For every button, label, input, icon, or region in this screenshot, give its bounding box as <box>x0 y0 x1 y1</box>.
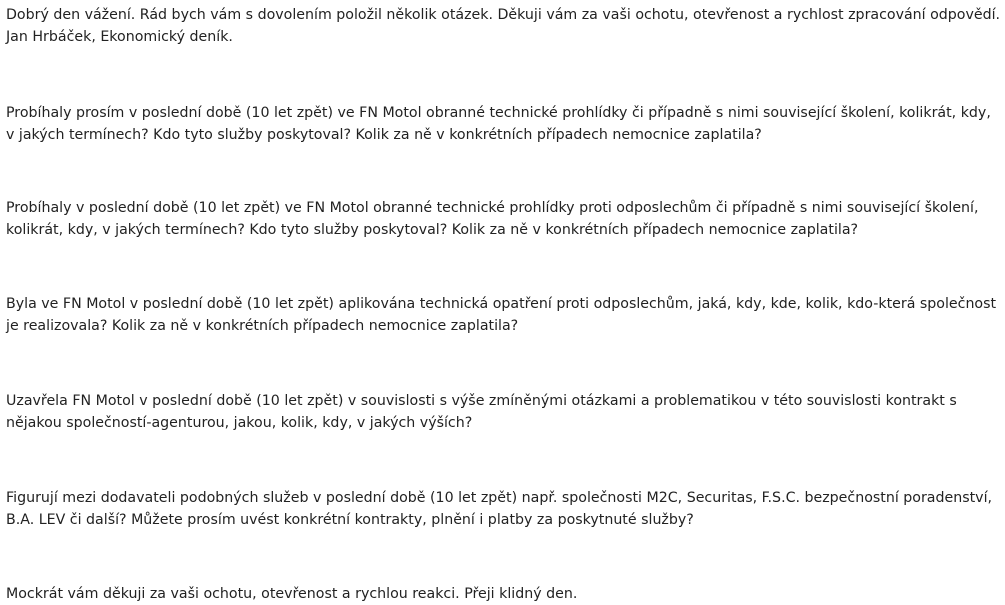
question-2-paragraph: Probíhaly v poslední době (10 let zpět) ve FN Motol obranné technické prohlídky proti odposlechům či případně s nimi související školení, kolikrát, kdy, v jakých termínech? Kdo tyto služby poskytoval? Kolik za ně v konkrétních případech nemocnice zaplatila? <box>6 200 979 238</box>
question-4-paragraph: Uzavřela FN Motol v poslední době (10 let zpět) v souvislosti s výše zmíněnými otázkami a problematikou v této souvislosti kontrakt s nějakou společností-agenturou, jakou, kolik, kdy, v jakých výších? <box>6 393 957 431</box>
question-5-paragraph: Figurují mezi dodavateli podobných služeb v poslední době (10 let zpět) např. společnosti M2C, Securitas, F.S.C. bezpečnostní poradenství, B.A. LEV či další? Můžete prosím uvést konkrétní kontrakty, plnění i platby za poskytnuté služby? <box>6 490 993 528</box>
question-3-paragraph: Byla ve FN Motol v poslední době (10 let zpět) aplikována technická opatření proti odposlechům, jaká, kdy, kde, kolik, kdo-která společnost je realizovala? Kolik za ně v konkrétních případech nemocnice zaplatila? <box>6 296 997 334</box>
closing-paragraph: Mockrát vám děkuji za vaši ochotu, otevřenost a rychlou reakci. Přeji klidný den. <box>6 586 578 602</box>
greeting-paragraph: Dobrý den vážení. Rád bych vám s dovolením položil několik otázek. Děkuji vám za vaši ochotu, otevřenost a rychlost zpracování odpovědí. Jan Hrbáček, Ekonomický deník. <box>6 7 1001 45</box>
question-1-paragraph: Probíhaly prosím v poslední době (10 let zpět) ve FN Motol obranné technické prohlídky či případně s nimi související školení, kolikrát, kdy, v jakých termínech? Kdo tyto služby poskytoval? Kolik za ně v konkrétních případech nemocnice zaplatila? <box>6 105 991 143</box>
